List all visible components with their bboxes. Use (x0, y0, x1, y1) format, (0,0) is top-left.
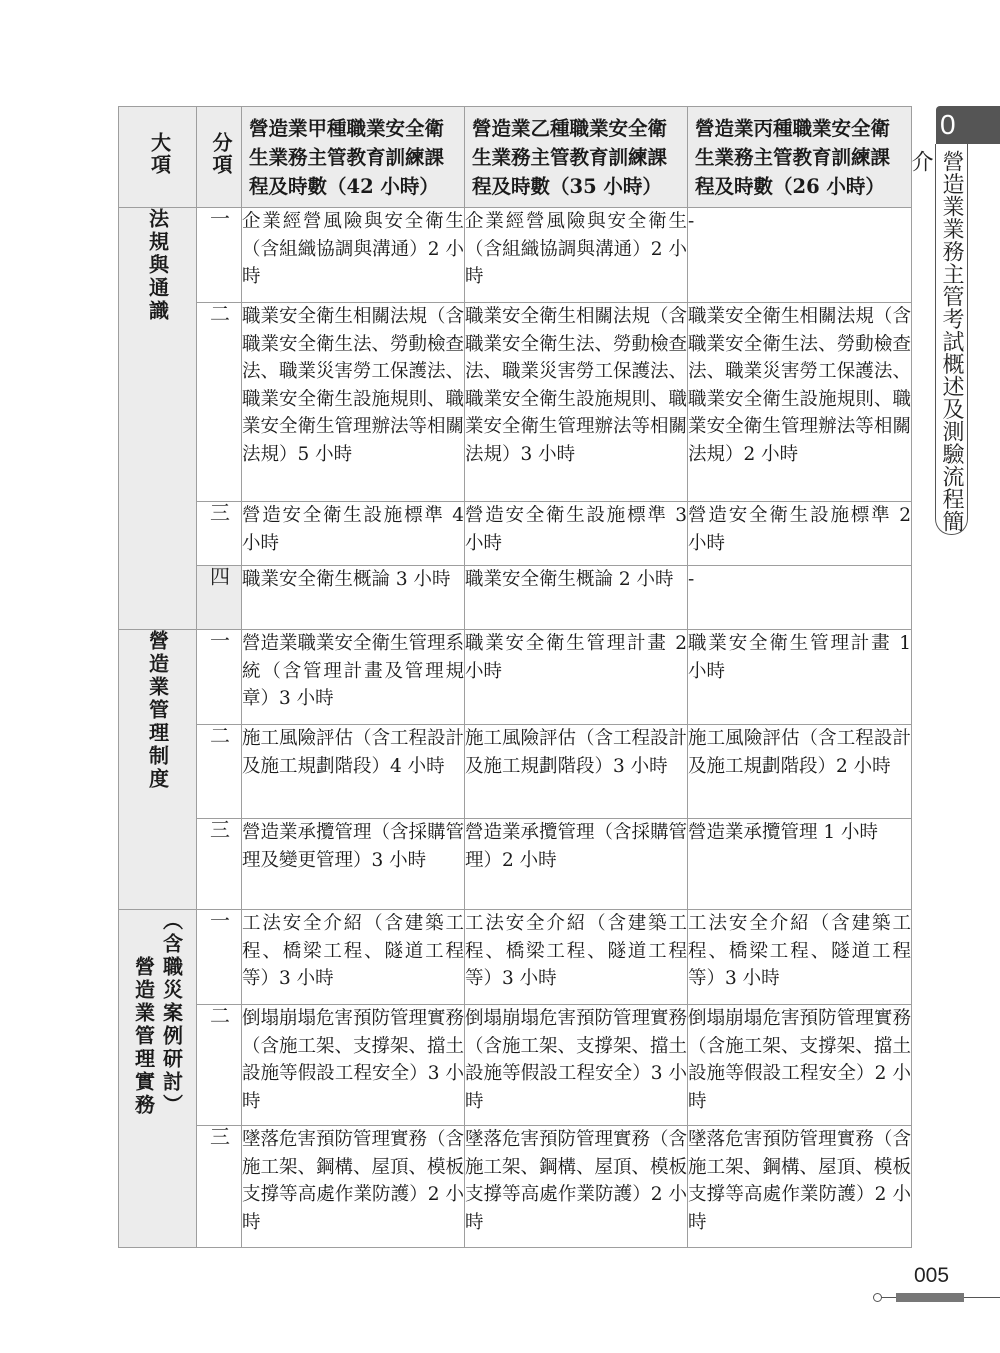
cell-a: 企業經營風險與安全衛生（含組織協調與溝通）2 小時 (242, 208, 465, 303)
cell-a: 營造業承攬管理（含採購管理及變更管理）3 小時 (242, 819, 465, 910)
cell-c: 營造安全衛生設施標準 2 小時 (688, 502, 912, 566)
sub-index: 三 (197, 1126, 242, 1248)
table-row (119, 566, 912, 630)
chapter-title: 營造業業務主管考試概述及測驗流程簡介 (908, 150, 964, 533)
sub-index: 二 (197, 725, 242, 819)
cell-c: - (688, 566, 912, 630)
sub-index: 四 (197, 566, 242, 630)
table-row (119, 819, 912, 910)
sub-index: 一 (197, 910, 242, 1005)
cell-a: 倒塌崩塌危害預防管理實務（含施工架、支撐架、擋土設施等假設工程安全）3 小時 (242, 1005, 465, 1126)
page-footer-dot (873, 1293, 882, 1302)
sub-index: 一 (197, 208, 242, 303)
sub-index: 一 (197, 630, 242, 725)
header-col-c: 營造業丙種職業安全衛生業務主管教育訓練課程及時數（26 小時） (688, 107, 912, 208)
table-row (119, 630, 912, 725)
cell-b: 營造業承攬管理（含採購管理）2 小時 (465, 819, 688, 910)
chapter-number: 0 (940, 109, 956, 140)
cell-c: 墜落危害預防管理實務（含施工架、鋼構、屋頂、模板支撐等高處作業防護）2 小時 (688, 1126, 912, 1248)
cell-a: 職業安全衛生相關法規（含職業安全衛生法、勞動檢查法、職業災害勞工保護法、職業安全衛生設施規則、職業安全衛生管理辦法等相關法規）5 小時 (242, 303, 465, 502)
header-col-b: 營造業乙種職業安全衛生業務主管教育訓練課程及時數（35 小時） (465, 107, 688, 208)
sub-index: 三 (197, 819, 242, 910)
cell-c: 職業安全衛生管理計畫 1 小時 (688, 630, 912, 725)
cell-c: 工法安全介紹（含建築工程、橋梁工程、隧道工程等）3 小時 (688, 910, 912, 1005)
header-col-a: 營造業甲種職業安全衛生業務主管教育訓練課程及時數（42 小時） (242, 107, 465, 208)
course-table (118, 106, 912, 1248)
table-row (119, 725, 912, 819)
table-row (119, 1005, 912, 1126)
cell-b: 墜落危害預防管理實務（含施工架、鋼構、屋頂、模板支撐等高處作業防護）2 小時 (465, 1126, 688, 1248)
cell-c: 營造業承攬管理 1 小時 (688, 819, 912, 910)
header-sub: 分項 (197, 107, 242, 208)
page-footer-bar (896, 1293, 964, 1302)
cell-b: 施工風險評估（含工程設計及施工規劃階段）3 小時 (465, 725, 688, 819)
cell-a: 營造安全衛生設施標準 4 小時 (242, 502, 465, 566)
cell-a: 職業安全衛生概論 3 小時 (242, 566, 465, 630)
cell-b: 職業安全衛生管理計畫 2 小時 (465, 630, 688, 725)
header-major: 大項 (119, 107, 197, 208)
section-title-practice: 營造業管理實務 （含職災案例研討） (119, 910, 197, 1248)
sub-index: 三 (197, 502, 242, 566)
cell-a: 營造業職業安全衛生管理系統（含管理計畫及管理規章）3 小時 (242, 630, 465, 725)
cell-c: 施工風險評估（含工程設計及施工規劃階段）2 小時 (688, 725, 912, 819)
table-row (119, 1126, 912, 1248)
table-row (119, 910, 912, 1005)
cell-b: 倒塌崩塌危害預防管理實務（含施工架、支撐架、擋土設施等假設工程安全）3 小時 (465, 1005, 688, 1126)
cell-a: 施工風險評估（含工程設計及施工規劃階段）4 小時 (242, 725, 465, 819)
chapter-side-label (908, 144, 968, 535)
cell-b: 營造安全衛生設施標準 3 小時 (465, 502, 688, 566)
sub-index: 二 (197, 303, 242, 502)
cell-c: 職業安全衛生相關法規（含職業安全衛生法、勞動檢查法、職業災害勞工保護法、職業安全衛生設施規則、職業安全衛生管理辦法等相關法規）2 小時 (688, 303, 912, 502)
cell-b: 職業安全衛生相關法規（含職業安全衛生法、勞動檢查法、職業災害勞工保護法、職業安全衛生設施規則、職業安全衛生管理辦法等相關法規）3 小時 (465, 303, 688, 502)
cell-b: 工法安全介紹（含建築工程、橋梁工程、隧道工程等）3 小時 (465, 910, 688, 1005)
chapter-tab (936, 106, 1000, 144)
section-title-laws: 法規與通識 (119, 208, 197, 630)
page-number: 005 (914, 1264, 950, 1287)
table-header-row (119, 107, 912, 208)
cell-b: 企業經營風險與安全衛生（含組織協調與溝通）2 小時 (465, 208, 688, 303)
cell-b: 職業安全衛生概論 2 小時 (465, 566, 688, 630)
table-row (119, 208, 912, 303)
cell-c: - (688, 208, 912, 303)
cell-c: 倒塌崩塌危害預防管理實務（含施工架、支撐架、擋土設施等假設工程安全）2 小時 (688, 1005, 912, 1126)
section-title-management: 營造業管理制度 (119, 630, 197, 910)
table-row (119, 303, 912, 502)
sub-index: 二 (197, 1005, 242, 1126)
cell-a: 墜落危害預防管理實務（含施工架、鋼構、屋頂、模板支撐等高處作業防護）2 小時 (242, 1126, 465, 1248)
table-row (119, 502, 912, 566)
cell-a: 工法安全介紹（含建築工程、橋梁工程、隧道工程等）3 小時 (242, 910, 465, 1005)
